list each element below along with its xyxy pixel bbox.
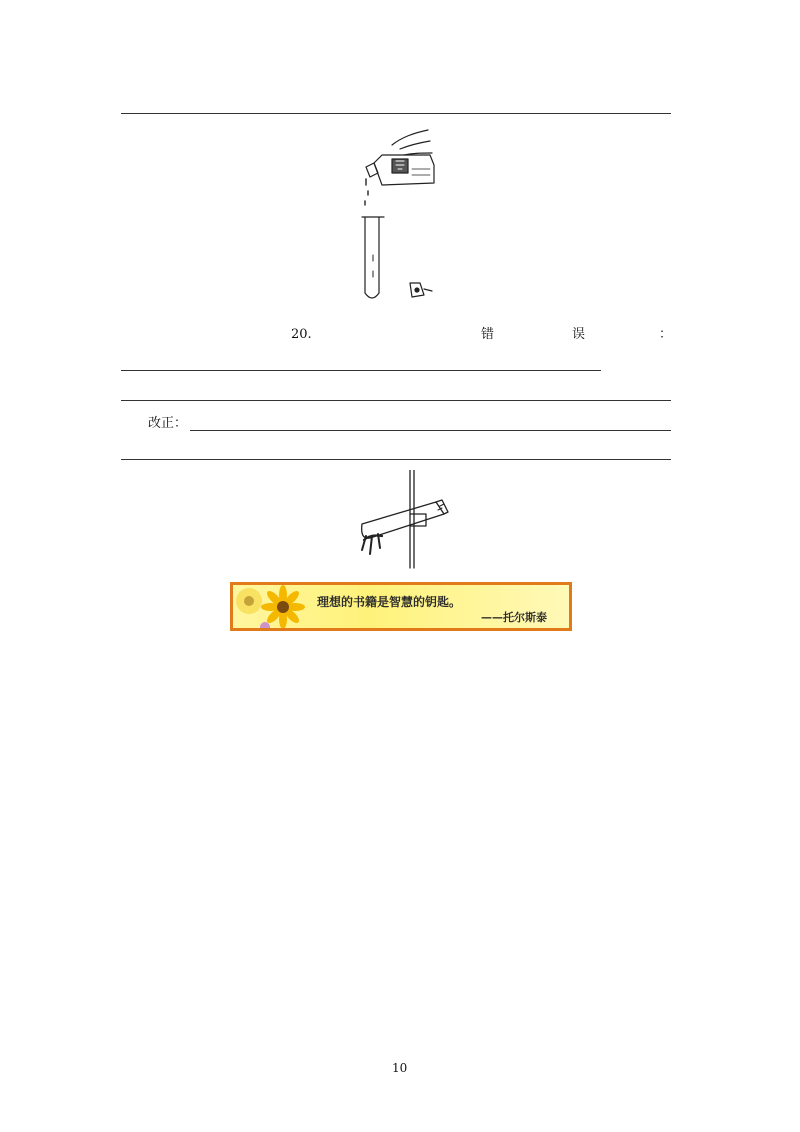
answer-line-top: [121, 113, 671, 114]
sunflower-icon: [233, 585, 317, 628]
error-char-2: 误: [572, 327, 586, 342]
clamped-test-tube: [362, 502, 444, 538]
banner-quote: 理想的书籍是智慧的钥匙。: [317, 595, 462, 609]
pouring-liquid-figure: [352, 125, 442, 305]
correction-label: 改正：: [148, 416, 188, 431]
question-number: 20.: [291, 327, 312, 342]
bottle-stopper: [410, 283, 432, 297]
error-answer-line-2[interactable]: [121, 400, 671, 401]
correction-answer-line-1[interactable]: [190, 430, 671, 431]
stand-rod: [410, 470, 414, 568]
page-number: 10: [392, 1061, 408, 1075]
heating-test-tube-figure: [352, 470, 452, 570]
error-answer-line-1[interactable]: [121, 370, 601, 371]
correction-answer-line-2[interactable]: [121, 459, 671, 460]
quote-banner: [230, 582, 572, 631]
error-char-1: 错: [481, 327, 495, 342]
banner-author: ——托尔斯泰: [481, 611, 547, 624]
error-colon: ：: [659, 327, 673, 342]
hand-outline: [392, 130, 432, 155]
